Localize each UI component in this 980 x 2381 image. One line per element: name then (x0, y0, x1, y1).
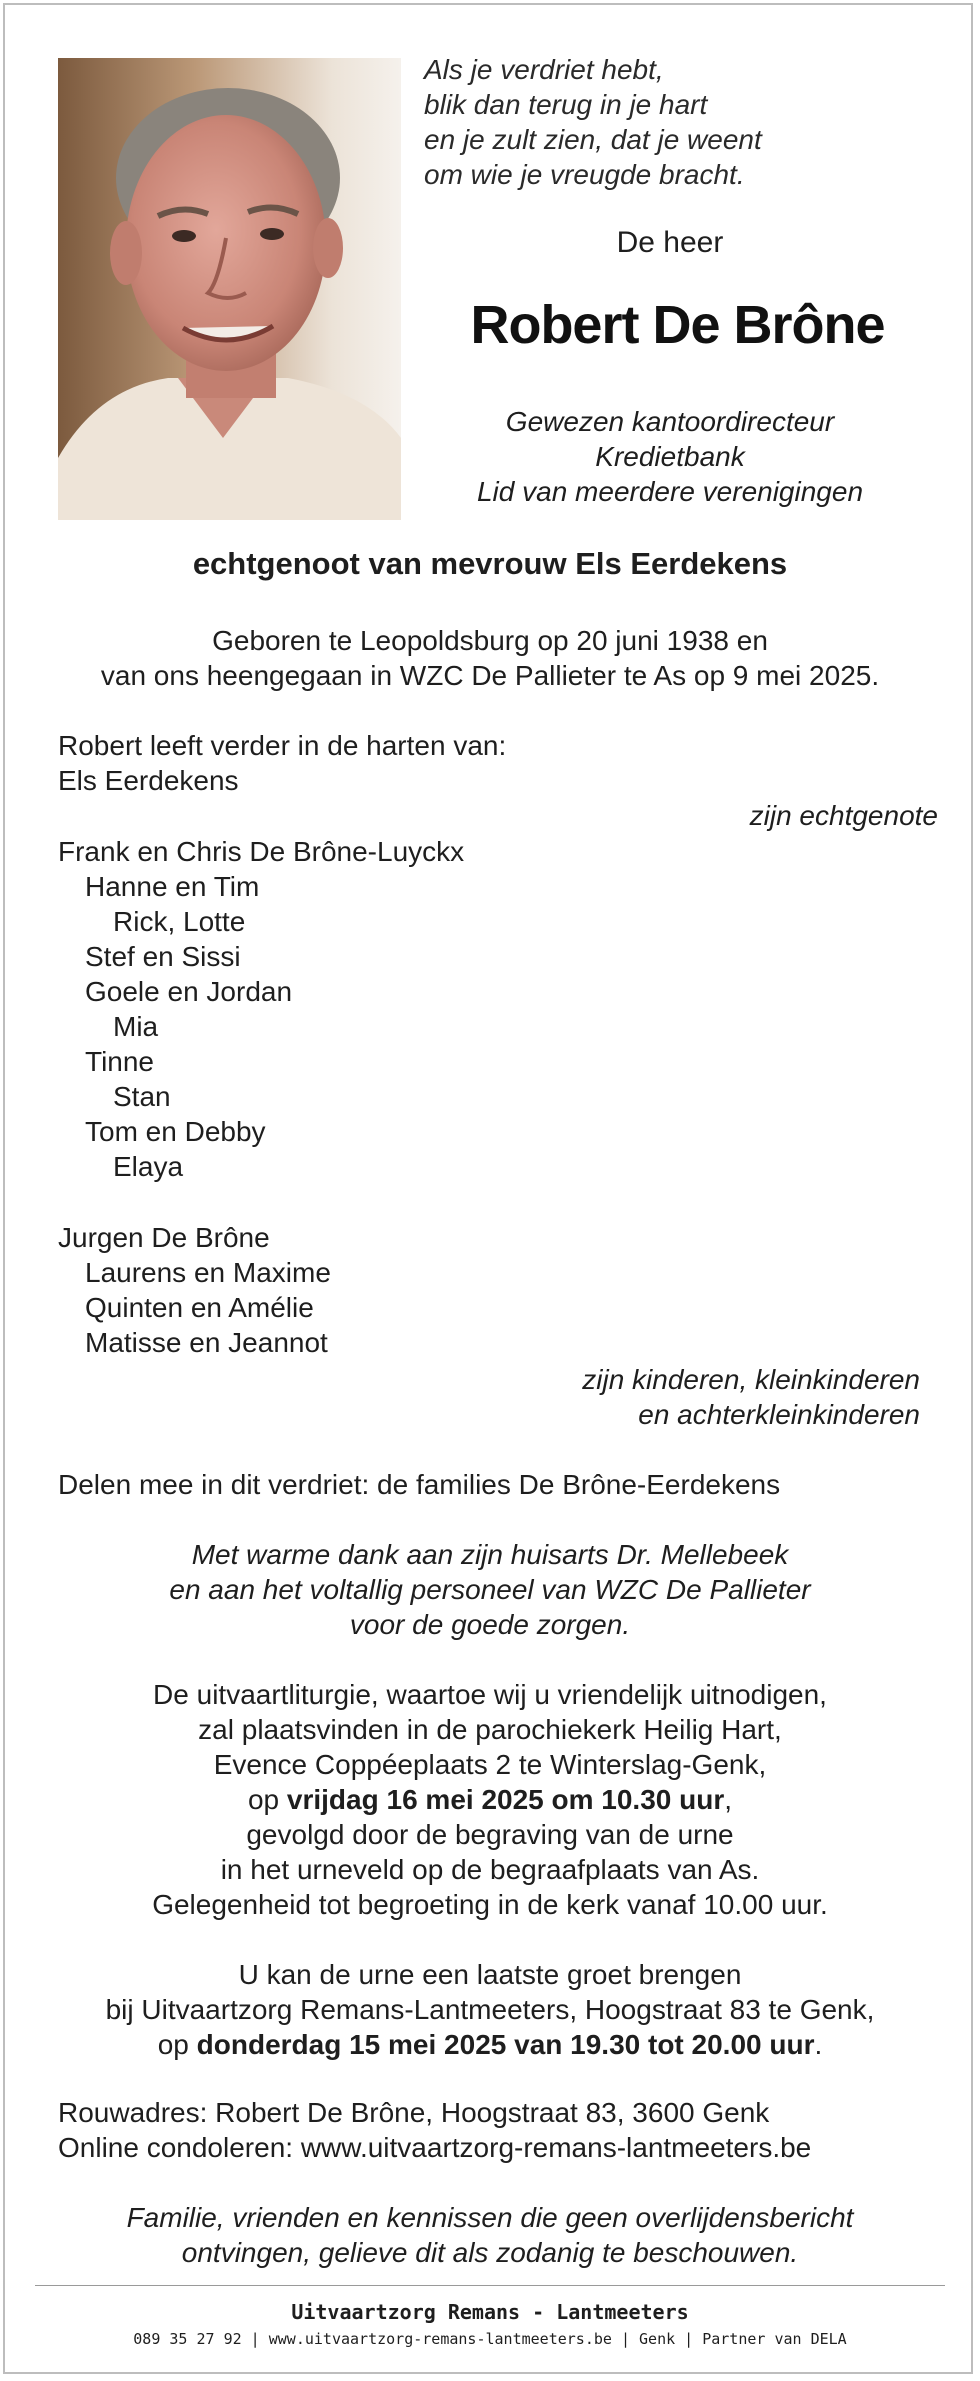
children-role-line: zijn kinderen, kleinkinderen (582, 1364, 920, 1395)
portrait-illustration (58, 58, 401, 520)
funeral-date: vrijdag 16 mei 2025 om 10.30 uur (286, 1784, 725, 1815)
family-member: Matisse en Jeannot (85, 1327, 328, 1358)
family-list-1 (58, 834, 758, 1184)
funeral-details (20, 1677, 960, 1922)
footer-company: Uitvaartzorg Remans - Lantmeeters (291, 2300, 689, 2324)
families-line: Delen mee in dit verdriet: de families De Brône-Eerdekens (58, 1469, 781, 1500)
role-line: Lid van meerdere verenigingen (476, 476, 864, 507)
children-role-line: en achterkleinkinderen (638, 1399, 920, 1430)
family-member: Stan (113, 1081, 171, 1112)
family-member: Frank en Chris De Brône-Luyckx (58, 836, 465, 867)
spouse-name: Els Eerdekens (58, 765, 239, 796)
contact (58, 2095, 958, 2165)
poem-line: blik dan terug in je hart (424, 89, 708, 120)
notice (20, 2200, 960, 2270)
family-member: Jurgen De Brône (58, 1222, 270, 1253)
urn-line: U kan de urne een laatste groet brengen (238, 1959, 742, 1990)
notice-line: ontvingen, gelieve dit als zodanig te beschouwen. (181, 2237, 799, 2268)
funeral-date-line: op vrijdag 16 mei 2025 om 10.30 uur, (247, 1784, 733, 1815)
salutation: De heer (616, 226, 724, 259)
role-line: Kredietbank (595, 441, 745, 472)
survivors-intro: Robert leeft verder in de harten van: (58, 730, 507, 761)
funeral-line: Gelegenheid tot begroeting in de kerk vanaf 10.00 uur. (152, 1889, 828, 1920)
family-member: Tom en Debby (85, 1116, 266, 1147)
mourning-address: Rouwadres: Robert De Brône, Hoogstraat 83, 3600 Genk (58, 2097, 770, 2128)
death-line: van ons heengegaan in WZC De Pallieter te As op 9 mei 2025. (100, 660, 880, 691)
family-member: Laurens en Maxime (85, 1257, 331, 1288)
urn-visit (20, 1957, 960, 2062)
poem (424, 52, 944, 192)
funeral-line: in het urneveld op de begraafplaats van As. (220, 1854, 760, 1885)
funeral-line: gevolgd door de begraving van de urne (246, 1819, 734, 1850)
family-member: Hanne en Tim (85, 871, 260, 902)
children-role (58, 1362, 920, 1432)
family-member: Mia (113, 1011, 159, 1042)
funeral-line: Evence Coppéeplaats 2 te Winterslag-Genk, (213, 1749, 767, 1780)
family-member: Stef en Sissi (85, 941, 241, 972)
family-list-2 (58, 1220, 758, 1360)
thanks (20, 1537, 960, 1642)
urn-line: bij Uitvaartzorg Remans-Lantmeeters, Hoogstraat 83 te Genk, (105, 1994, 875, 2025)
family-member: Goele en Jordan (85, 976, 293, 1007)
survivors-block (58, 728, 938, 833)
footer-details: 089 35 27 92 | www.uitvaartzorg-remans-lantmeeters.be | Genk | Partner van DELA (133, 2330, 847, 2348)
thanks-line: Met warme dank aan zijn huisarts Dr. Mellebeek (191, 1539, 789, 1570)
funeral-line: zal plaatsvinden in de parochiekerk Heilig Hart, (198, 1714, 782, 1745)
roles (420, 404, 920, 509)
family-member: Rick, Lotte (113, 906, 246, 937)
birth-death (20, 623, 960, 693)
thanks-line: en aan het voltallig personeel van WZC De Pallieter (169, 1574, 811, 1605)
notice-line: Familie, vrienden en kennissen die geen overlijdensbericht (126, 2202, 854, 2233)
deceased-name: Robert De Brône (470, 295, 885, 355)
urn-date: donderdag 15 mei 2025 van 19.30 tot 20.00 uur (196, 2029, 815, 2060)
family-member: Tinne (85, 1046, 155, 1077)
urn-date-line: op donderdag 15 mei 2025 van 19.30 tot 20.00 uur. (157, 2029, 823, 2060)
spouse-role: zijn echtgenote (749, 800, 938, 831)
poem-line: om wie je vreugde bracht. (424, 159, 745, 190)
funeral-line: De uitvaartliturgie, waartoe wij u vriendelijk uitnodigen, (153, 1679, 827, 1710)
online-condolences: Online condoleren: www.uitvaartzorg-remans-lantmeeters.be (58, 2132, 812, 2163)
family-member: Quinten en Amélie (85, 1292, 314, 1323)
role-line: Gewezen kantoordirecteur (505, 406, 835, 437)
portrait-photo (58, 58, 401, 520)
footer-divider (35, 2285, 945, 2286)
poem-line: en je zult zien, dat je weent (424, 124, 762, 155)
thanks-line: voor de goede zorgen. (349, 1609, 631, 1640)
spouse-heading: echtgenoot van mevrouw Els Eerdekens (192, 546, 788, 581)
birth-line: Geboren te Leopoldsburg op 20 juni 1938 en (212, 625, 768, 656)
family-member: Elaya (113, 1151, 184, 1182)
poem-line: Als je verdriet hebt, (424, 54, 664, 85)
